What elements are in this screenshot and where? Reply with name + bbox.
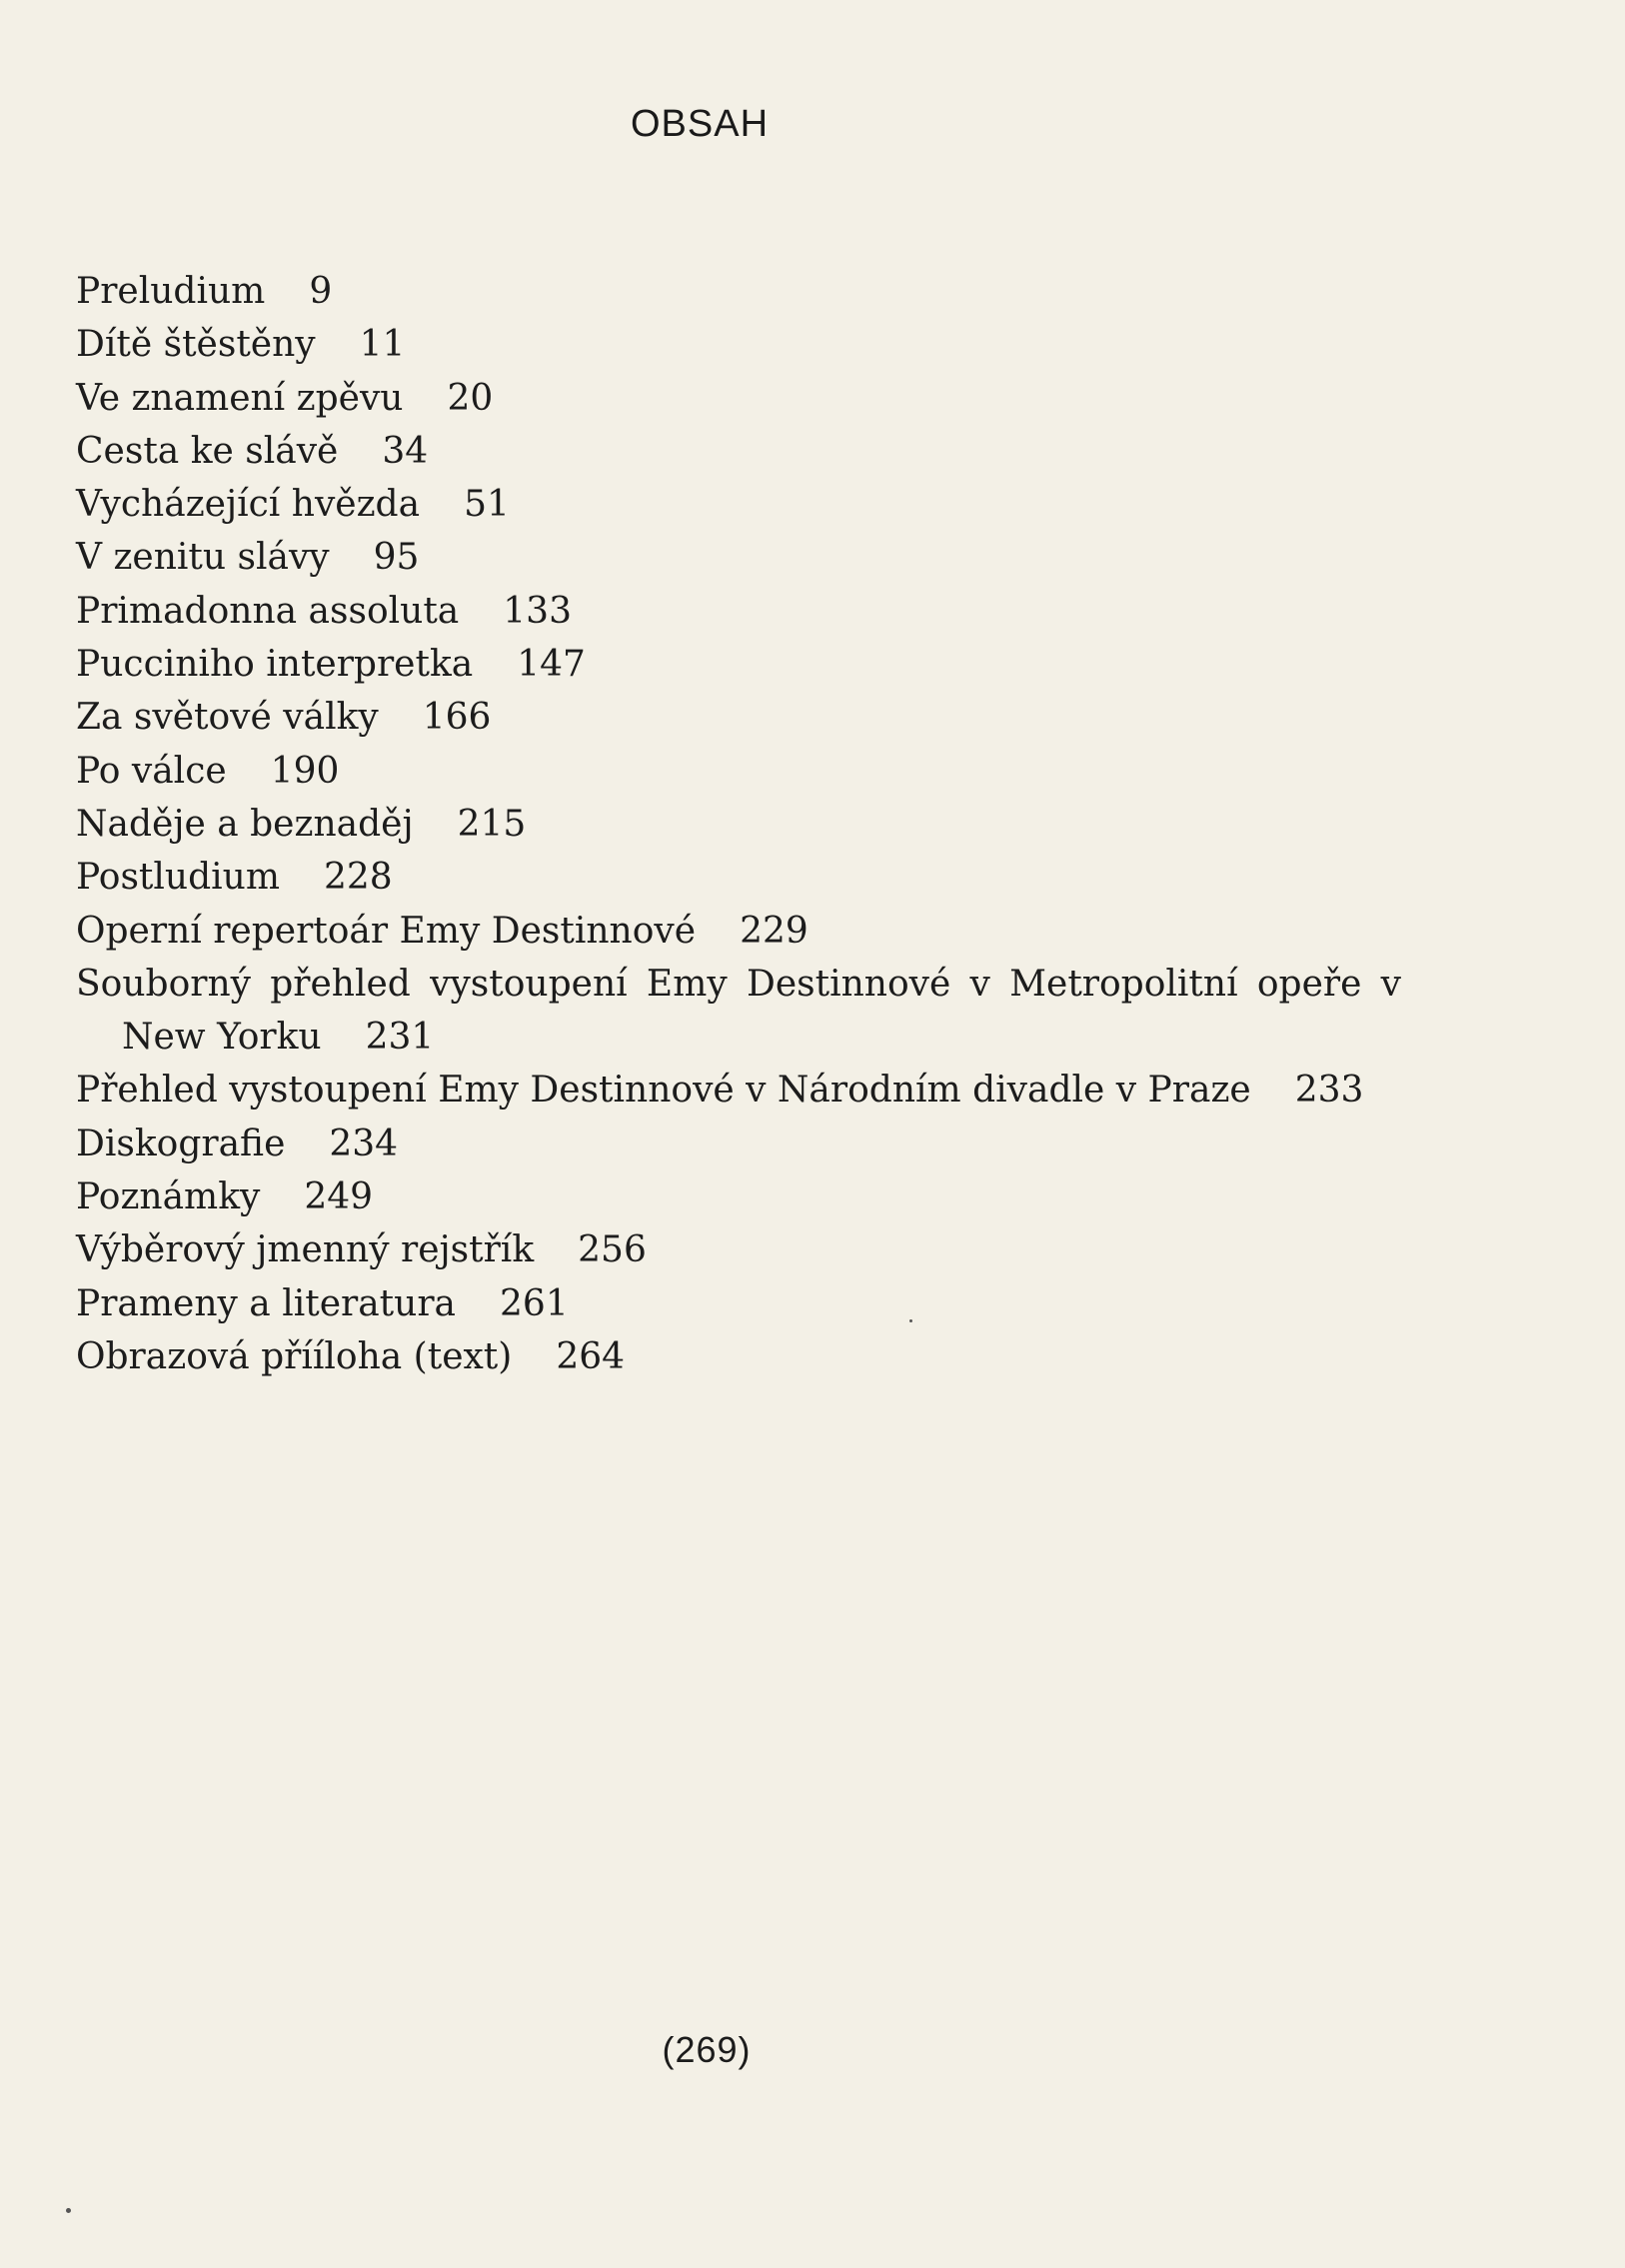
toc-entry xyxy=(76,691,1355,744)
toc-entry-label: Postludium xyxy=(76,857,280,899)
toc-entry-page: 228 xyxy=(323,857,393,899)
toc-entry-label: Obrazová přííloha (text) xyxy=(76,1335,513,1377)
toc-entry xyxy=(76,1277,1355,1330)
toc-entry-page: 233 xyxy=(1294,1070,1364,1112)
toc-entry-label: Souborný přehled vystoupení Emy Destinnové v Metropolitní opeře v New Yorku xyxy=(76,963,1401,1059)
toc-entry-label: Po válce xyxy=(76,750,227,792)
toc-entry-page: 147 xyxy=(517,644,586,686)
toc-entry-label: Preludium xyxy=(76,271,266,312)
page-title: OBSAH xyxy=(630,103,770,145)
toc-entry xyxy=(76,372,1355,425)
toc-entry xyxy=(76,318,1355,371)
toc-entry-page: 34 xyxy=(382,430,429,472)
toc-entry-page: 256 xyxy=(578,1229,647,1271)
toc-entry xyxy=(76,265,1355,318)
toc-entry xyxy=(76,425,1355,478)
toc-entry xyxy=(76,1330,1355,1383)
toc-entry-label: V zenitu slávy xyxy=(76,537,330,579)
toc-entry xyxy=(76,905,1355,958)
toc-entry-page: 11 xyxy=(359,324,406,366)
toc-entry-label: Diskografie xyxy=(76,1123,286,1164)
toc-entry-page: 261 xyxy=(500,1282,569,1324)
toc-entry-label: Cesta ke slávě xyxy=(76,430,339,472)
toc-entry-label: Pucciniho interpretka xyxy=(76,644,474,686)
toc-entry-label: Vycházející hvězda xyxy=(76,484,421,526)
toc-entry xyxy=(76,638,1355,691)
toc-entry xyxy=(76,1118,1355,1170)
table-of-contents xyxy=(76,265,1401,1383)
toc-entry-label: Výběrový jmenný rejstřík xyxy=(76,1229,535,1271)
toc-entry-page: 20 xyxy=(447,377,494,419)
toc-entry xyxy=(76,531,1355,584)
toc-entry xyxy=(76,478,1355,531)
toc-entry-label: Primadonna assoluta xyxy=(76,590,460,632)
toc-entry xyxy=(76,745,1355,798)
toc-entry-page: 215 xyxy=(457,803,527,845)
toc-entry-page: 9 xyxy=(309,271,333,312)
toc-entry-page: 229 xyxy=(740,910,809,952)
page-number: (269) xyxy=(662,2029,752,2070)
toc-entry xyxy=(76,1064,1401,1117)
toc-entry-page: 264 xyxy=(556,1335,626,1377)
toc-entry-page: 249 xyxy=(304,1176,374,1218)
toc-entry-label: Dítě štěstěny xyxy=(76,324,316,366)
toc-entry-label: Poznámky xyxy=(76,1176,261,1218)
toc-entry-page: 133 xyxy=(503,590,572,632)
toc-entry-page: 234 xyxy=(329,1123,399,1164)
toc-entry-page: 231 xyxy=(365,1017,435,1059)
toc-entry xyxy=(76,798,1355,851)
toc-entry xyxy=(76,585,1355,638)
toc-entry xyxy=(76,958,1401,1065)
toc-entry-page: 190 xyxy=(270,750,340,792)
toc-entry-label: Ve znamení zpěvu xyxy=(76,377,404,419)
toc-entry-page: 51 xyxy=(464,484,510,526)
toc-entry xyxy=(76,851,1355,904)
toc-entry xyxy=(76,1223,1355,1276)
toc-entry-label: Operní repertoár Emy Destinnové xyxy=(76,910,697,952)
toc-entry-label: Přehled vystoupení Emy Destinnové v Národním divadle v Praze xyxy=(76,1070,1251,1112)
toc-entry-label: Za světové války xyxy=(76,697,379,739)
toc-entry xyxy=(76,1170,1355,1223)
toc-entry-label: Naděje a beznaděj xyxy=(76,803,414,845)
paper-speck xyxy=(66,2208,71,2213)
toc-entry-page: 95 xyxy=(373,537,420,579)
toc-entry-page: 166 xyxy=(422,697,492,739)
toc-entry-label: Prameny a literatura xyxy=(76,1282,457,1324)
paper-speck xyxy=(909,1319,912,1322)
